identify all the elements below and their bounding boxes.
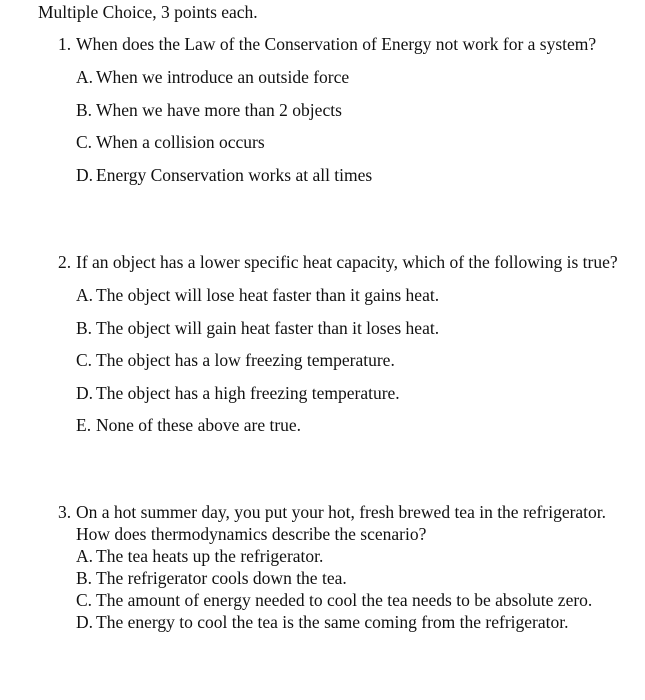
option-text: The tea heats up the refrigerator. <box>96 546 324 566</box>
option-text: The refrigerator cools down the tea. <box>96 568 347 588</box>
option-letter: C. <box>76 132 93 152</box>
option-text: The object will lose heat faster than it gains heat. <box>96 285 440 305</box>
option-letter: D. <box>76 164 94 185</box>
question-1-options <box>58 66 618 186</box>
question-2-stem <box>58 251 618 273</box>
option-text: Energy Conservation works at all times <box>96 164 373 185</box>
question-1-option-a[interactable] <box>76 66 618 88</box>
option-text: The object has a low freezing temperature. <box>96 350 395 370</box>
question-2 <box>58 251 618 447</box>
option-letter: B. <box>76 568 93 588</box>
option-text: The object will gain heat faster than it loses heat. <box>96 317 440 338</box>
option-text: The amount of energy needed to cool the tea needs to be absolute zero. <box>96 590 593 610</box>
option-text: When a collision occurs <box>96 132 265 152</box>
option-letter: D. <box>76 382 94 403</box>
option-letter: A. <box>76 285 94 305</box>
question-2-option-d[interactable] <box>76 382 618 404</box>
question-3 <box>58 501 618 633</box>
option-letter: A. <box>76 546 94 566</box>
question-1-option-b[interactable] <box>76 99 618 121</box>
question-1-text: When does the Law of the Conservation of Energy not work for a system? <box>76 34 597 54</box>
question-3-text: On a hot summer day, you put your hot, fresh brewed tea in the refrigerator. How does thermodynamics describe the scenario? <box>76 502 607 544</box>
question-2-option-a[interactable] <box>76 284 618 306</box>
option-text: When we have more than 2 objects <box>96 99 342 120</box>
question-3-option-c[interactable] <box>76 589 618 611</box>
question-1 <box>58 33 618 196</box>
option-text: The energy to cool the tea is the same coming from the refrigerator. <box>96 612 569 632</box>
question-2-option-e[interactable] <box>76 414 618 436</box>
question-2-number: 2. <box>58 252 72 272</box>
option-letter: C. <box>76 350 93 370</box>
option-text: The object has a high freezing temperature. <box>96 382 400 403</box>
question-1-number: 1. <box>58 34 72 54</box>
option-letter: B. <box>76 99 93 120</box>
section-header: Multiple Choice, 3 points each. <box>38 2 258 22</box>
option-letter: E. <box>76 415 92 435</box>
option-letter: B. <box>76 317 93 338</box>
question-3-stem <box>58 501 618 545</box>
question-1-option-c[interactable] <box>76 131 618 153</box>
option-text: When we introduce an outside force <box>96 67 350 87</box>
option-text: None of these above are true. <box>96 415 302 435</box>
question-2-text: If an object has a lower specific heat capacity, which of the following is true? <box>76 252 618 272</box>
question-3-option-a[interactable] <box>76 545 618 567</box>
question-3-options <box>58 545 618 633</box>
question-3-option-b[interactable] <box>76 567 618 589</box>
question-3-number: 3. <box>58 502 72 522</box>
option-letter: D. <box>76 612 94 632</box>
question-3-option-d[interactable] <box>76 611 618 633</box>
option-letter: C. <box>76 590 93 610</box>
question-2-options <box>58 284 618 436</box>
question-1-stem <box>58 33 618 55</box>
question-2-option-b[interactable] <box>76 317 618 339</box>
question-2-option-c[interactable] <box>76 349 618 371</box>
question-1-option-d[interactable] <box>76 164 618 186</box>
option-letter: A. <box>76 67 94 87</box>
